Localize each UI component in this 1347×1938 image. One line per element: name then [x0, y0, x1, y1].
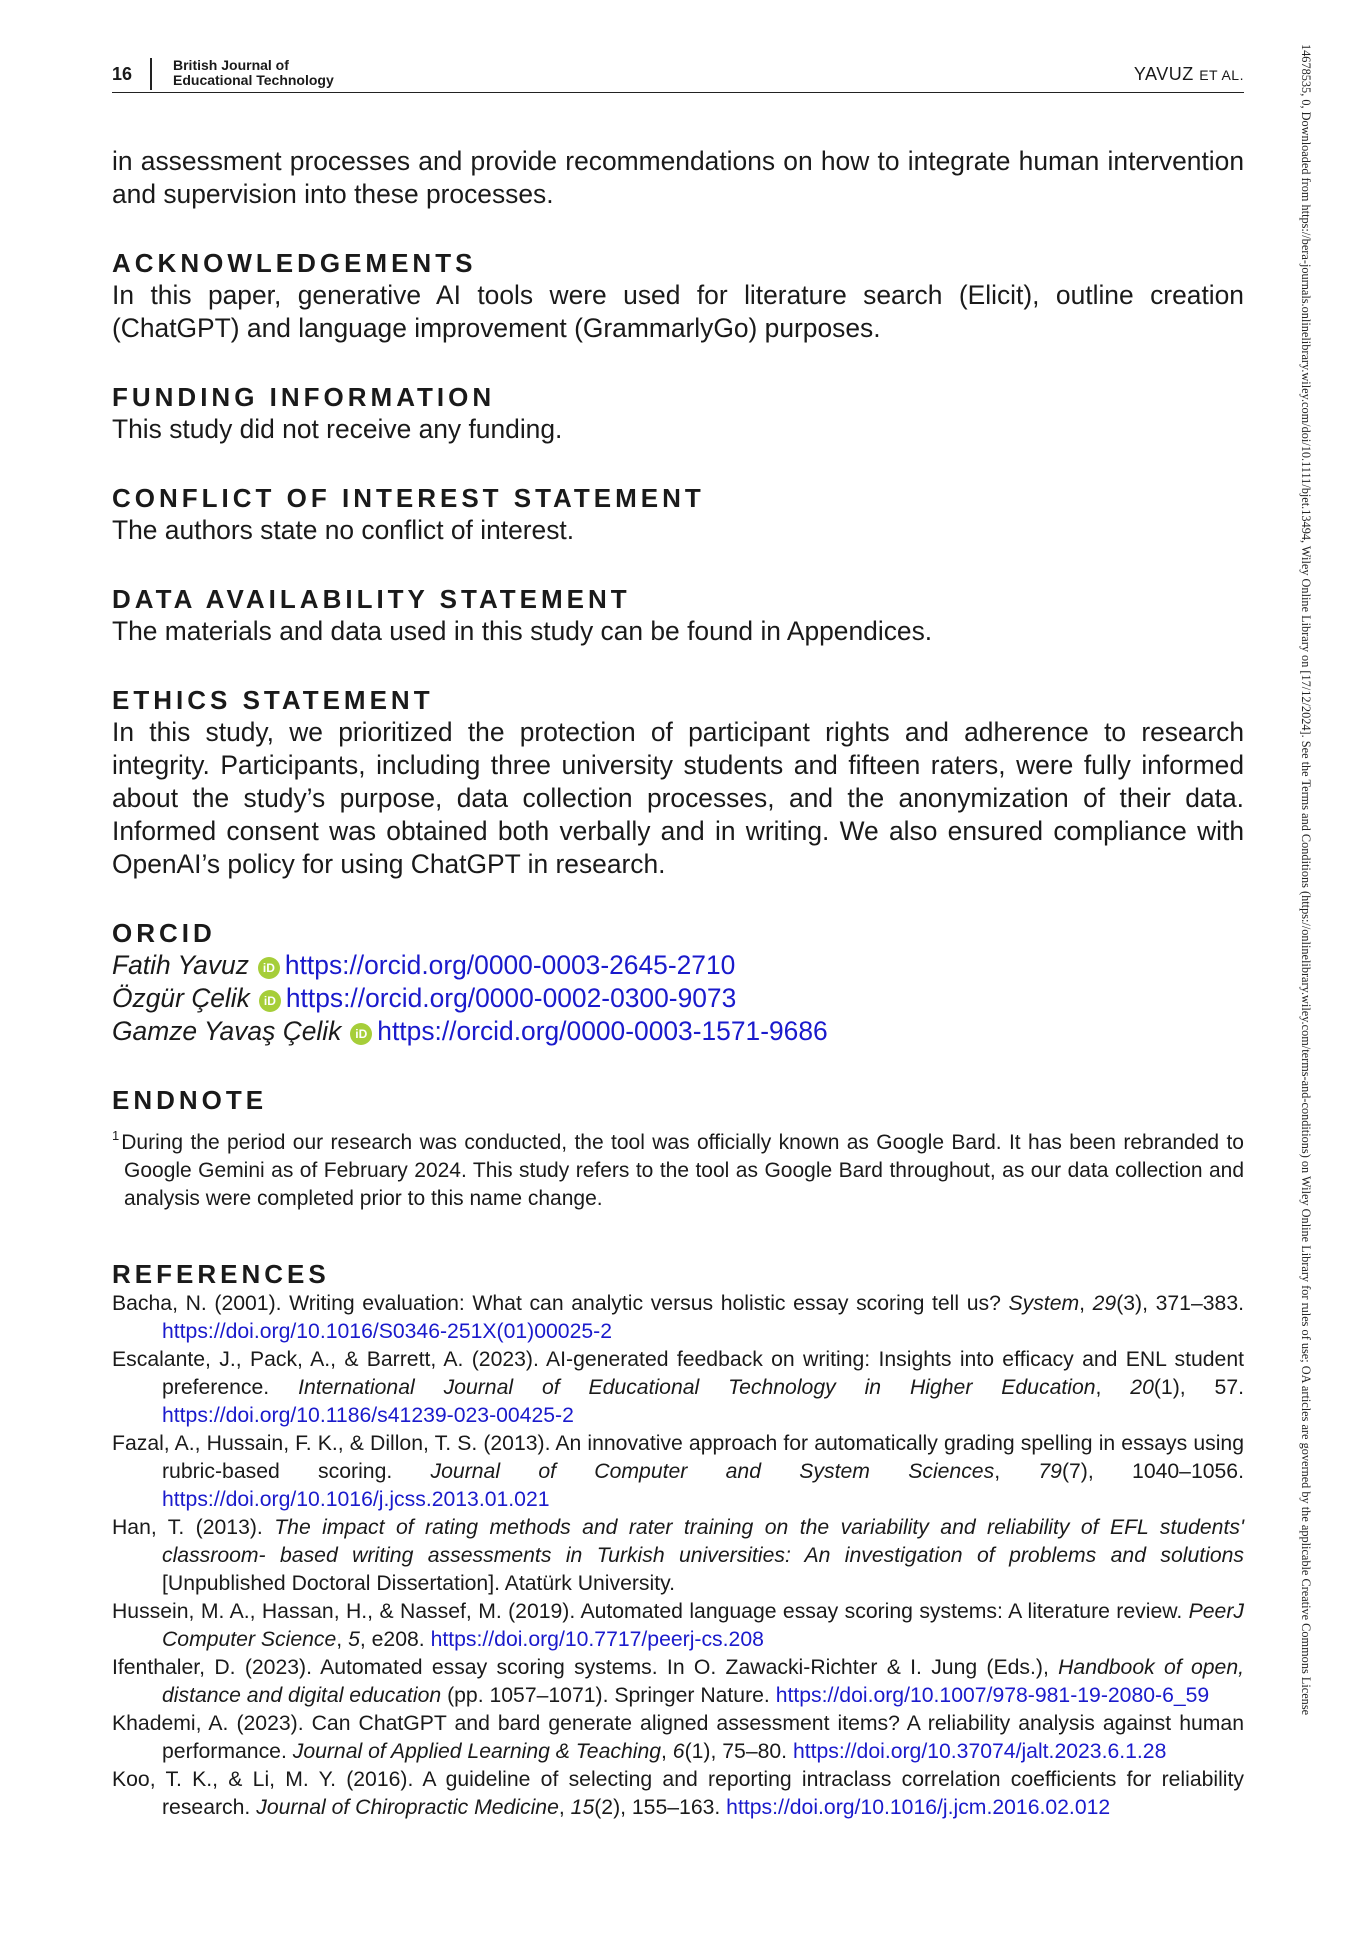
reference-source: PeerJ Computer Science [162, 1600, 1244, 1651]
reference-authors-title: Escalante, J., Pack, A., & Barrett, A. (2023). AI-generated feedback on writing: Insights into efficacy and ENL student preference. [112, 1348, 1244, 1399]
ethics-heading: ETHICS STATEMENT [112, 685, 434, 715]
reference-doi-link[interactable]: https://doi.org/10.1016/j.jcss.2013.01.021 [162, 1488, 550, 1511]
orcid-icon: iD [259, 990, 281, 1012]
references-heading: REFERENCES [112, 1259, 330, 1289]
reference-doi-link[interactable]: https://doi.org/10.1016/j.jcm.2016.02.012 [726, 1796, 1111, 1819]
orcid-entry [112, 1015, 1244, 1048]
reference-separator: , [994, 1460, 1039, 1483]
reference-authors-title: Han, T. (2013). [112, 1516, 275, 1539]
orcid-link[interactable]: https://orcid.org/0000-0003-2645-2710 [284, 950, 736, 980]
reference-authors-title: Koo, T. K., & Li, M. Y. (2016). A guideline of selecting and reporting intraclass correlation coefficients for reliability research. [112, 1768, 1244, 1819]
reference-pages: (3), 371–383. [1116, 1292, 1244, 1315]
reference-separator: , [661, 1740, 673, 1763]
reference-pages: , e208. [359, 1628, 431, 1651]
reference-doi-link[interactable]: https://doi.org/10.1016/S0346-251X(01)00025-2 [162, 1320, 612, 1343]
reference-source: Journal of Computer and System Sciences [430, 1460, 995, 1483]
orcid-section [112, 918, 1244, 1048]
reference-volume: 29 [1092, 1292, 1117, 1315]
funding-heading: FUNDING INFORMATION [112, 382, 496, 412]
reference-source: Handbook of open, distance and digital education [162, 1656, 1244, 1707]
journal-name [173, 58, 334, 88]
reference-separator: , [558, 1796, 571, 1819]
reference-separator: , [1079, 1292, 1093, 1315]
orcid-entry [112, 982, 1244, 1015]
reference-item [112, 1514, 1244, 1598]
funding-section [112, 382, 1244, 446]
orcid-heading: ORCID [112, 918, 216, 948]
page-number: 16 [112, 64, 133, 84]
page-header [112, 56, 1244, 93]
acknowledgements-heading: ACKNOWLEDGEMENTS [112, 248, 477, 278]
reference-pages: (2), 155–163. [594, 1796, 727, 1819]
reference-item [112, 1598, 1244, 1654]
reference-authors-title: Hussein, M. A., Hassan, H., & Nassef, M. (2019). Automated language essay scoring systems: A literature review. [112, 1600, 1189, 1623]
reference-authors-title: Bacha, N. (2001). Writing evaluation: What can analytic versus holistic essay scoring tell us? [112, 1292, 1009, 1315]
page-content [112, 145, 1244, 1822]
conflict-heading: CONFLICT OF INTEREST STATEMENT [112, 483, 705, 513]
reference-pages: (1), 75–80. [684, 1740, 793, 1763]
ethics-text: In this study, we prioritized the protection of participant rights and adherence to research integrity. Participants, including three university students and fifteen raters, were fully informed about the study’s purpose, data collection processes, and the anonymization of their data. Informed consent was obtained both verbally and in writing. We also ensured compliance with OpenAI’s policy for using ChatGPT in research. [112, 717, 1244, 879]
reference-doi-link[interactable]: https://doi.org/10.7717/peerj-cs.208 [430, 1628, 764, 1651]
journal-name-line1: British Journal of [173, 57, 289, 73]
endnote-section [112, 1085, 1244, 1213]
reference-separator: , [336, 1628, 349, 1651]
reference-authors-title: Ifenthaler, D. (2023). Automated essay scoring systems. In O. Zawacki-Richter & I. Jung (Eds.), [112, 1656, 1059, 1679]
running-head [1134, 64, 1244, 85]
acknowledgements-section [112, 248, 1244, 345]
endnote-text [112, 1122, 1244, 1213]
reference-source: Journal of Applied Learning & Teaching [292, 1740, 662, 1763]
reference-pages: (7), 1040–1056. [1061, 1460, 1244, 1483]
orcid-link[interactable]: https://orcid.org/0000-0002-0300-9073 [285, 983, 737, 1013]
reference-separator: , [1095, 1376, 1131, 1399]
orcid-icon: iD [258, 957, 280, 979]
reference-doi-link[interactable]: https://doi.org/10.37074/jalt.2023.6.1.28 [792, 1740, 1167, 1763]
conflict-text: The authors state no conflict of interest. [112, 515, 575, 545]
reference-pages: (1), 57. [1153, 1376, 1244, 1399]
reference-authors-title: Fazal, A., Hussain, F. K., & Dillon, T. S. (2013). An innovative approach for automatically grading spelling in essays using rubric-based scoring. [112, 1432, 1244, 1483]
reference-authors-title: Khademi, A. (2023). Can ChatGPT and bard generate aligned assessment items? A reliability analysis against human performance. [112, 1712, 1244, 1763]
download-side-note: 14678535, 0, Downloaded from https://bera-journals.onlinelibrary.wiley.com/doi/10.1111/bjet.13494, Wiley Online Library on [17/12/2024]. See the Terms and Conditions (https://onlinelibrary.wiley.com/terms-and-conditions) on Wiley Online Library for rules of use; OA articles are governed by the applicable Creative Commons License [1299, 44, 1313, 1716]
reference-item [112, 1290, 1244, 1346]
reference-list [112, 1290, 1244, 1822]
reference-doi-link[interactable]: https://doi.org/10.1007/978-981-19-2080-6_59 [775, 1684, 1210, 1707]
reference-volume: 20 [1130, 1376, 1154, 1399]
orcid-author-name: Özgür Çelik [112, 983, 250, 1013]
intro-paragraph: in assessment processes and provide recommendations on how to integrate human intervention and supervision into these processes. [112, 146, 1244, 209]
data-availability-heading: DATA AVAILABILITY STATEMENT [112, 584, 631, 614]
journal-name-line2: Educational Technology [173, 72, 334, 88]
reference-item [112, 1654, 1244, 1710]
orcid-author-name: Fatih Yavuz [112, 950, 249, 980]
orcid-link[interactable]: https://orcid.org/0000-0003-1571-9686 [377, 1016, 828, 1046]
reference-volume: 5 [348, 1628, 360, 1651]
endnote-body: During the period our research was conducted, the tool was officially known as Google Bard. It has been rebranded to Google Gemini as of February 2024. This study refers to the tool as Google Bard throughout, as our data collection and analysis were completed prior to this name change. [121, 1131, 1244, 1210]
reference-volume: 6 [672, 1740, 685, 1763]
orcid-icon: iD [350, 1023, 372, 1045]
orcid-author-name: Gamze Yavaş Çelik [112, 1016, 342, 1046]
header-divider [150, 58, 152, 90]
reference-volume: 15 [570, 1796, 595, 1819]
ethics-section [112, 685, 1244, 881]
reference-item [112, 1346, 1244, 1430]
conflict-section [112, 483, 1244, 547]
reference-item [112, 1710, 1244, 1766]
endnote-heading: ENDNOTE [112, 1085, 268, 1115]
reference-volume: 79 [1038, 1460, 1062, 1483]
running-head-author: YAVUZ [1133, 64, 1194, 84]
acknowledgements-text: In this paper, generative AI tools were used for literature search (Elicit), outline creation (ChatGPT) and language improvement (GrammarlyGo) purposes. [112, 280, 1244, 343]
funding-text: This study did not receive any funding. [112, 414, 563, 444]
reference-pages: [Unpublished Doctoral Dissertation]. Atatürk University. [162, 1572, 676, 1595]
running-head-suffix: ET AL. [1199, 67, 1244, 83]
endnote-marker: 1 [112, 1128, 120, 1143]
reference-doi-link[interactable]: https://doi.org/10.1186/s41239-023-00425-2 [162, 1404, 574, 1427]
reference-source: The impact of rating methods and rater training on the variability and reliability of EFL students' classroom- based writing assessments in Turkish universities: An investigation of problems and solutions [162, 1516, 1244, 1567]
reference-pages: (pp. 1057–1071). Springer Nature. [447, 1684, 776, 1707]
reference-source: International Journal of Educational Technology in Higher Education [298, 1376, 1096, 1399]
orcid-entry [112, 949, 1244, 982]
reference-source: System [1008, 1292, 1080, 1315]
data-availability-section [112, 584, 1244, 648]
reference-source: Journal of Chiropractic Medicine [256, 1796, 559, 1819]
data-availability-text: The materials and data used in this study can be found in Appendices. [112, 616, 933, 646]
reference-item [112, 1766, 1244, 1822]
reference-item [112, 1430, 1244, 1514]
references-section [112, 1259, 1244, 1822]
